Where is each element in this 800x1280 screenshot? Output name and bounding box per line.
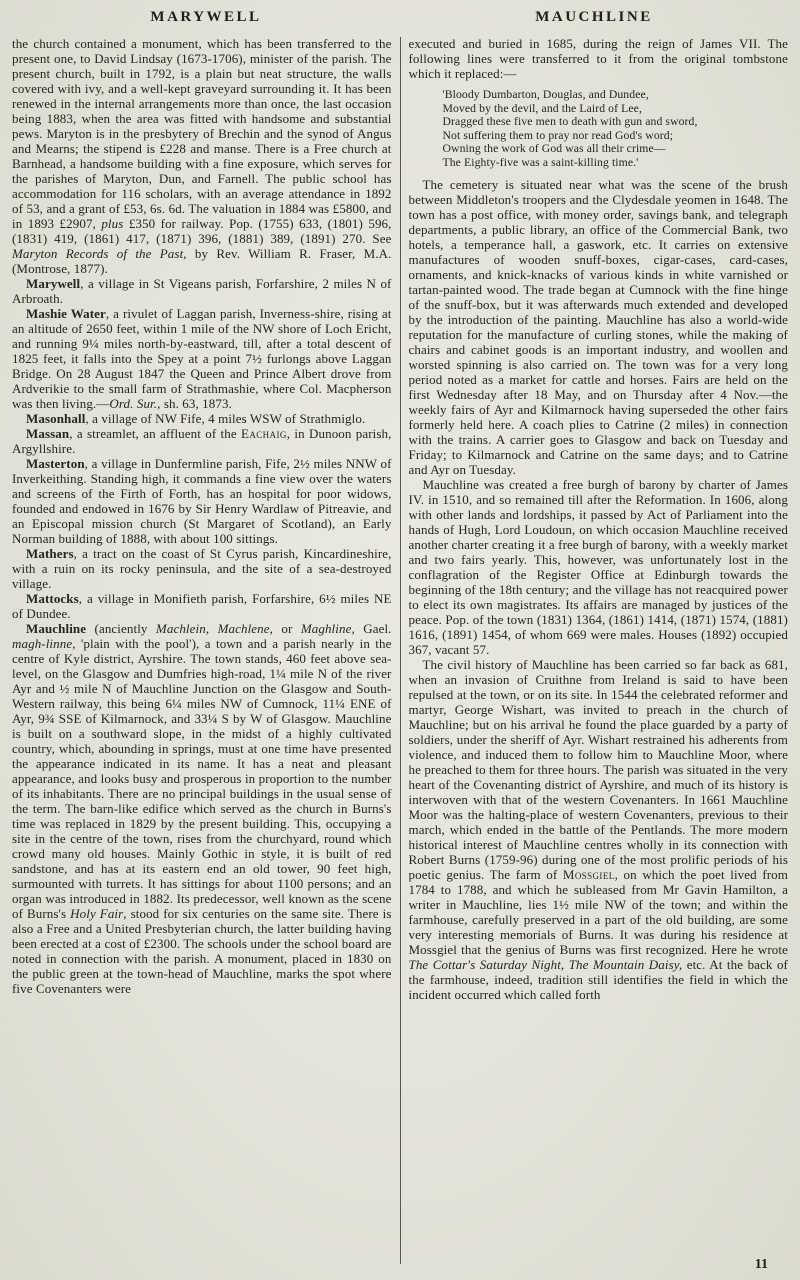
paragraph: [12, 456, 392, 546]
guide-word-right: MAUCHLINE: [535, 9, 653, 25]
text-run: The Cottar's Saturday Night, The Mountain Daisy,: [408, 956, 683, 972]
text-run: , a village in St Vigeans parish, Forfarshire, 2 miles N of Arbroath.: [12, 276, 392, 306]
paragraph: [409, 657, 789, 1002]
text-run: , a rivulet of Laggan parish, Inverness-shire, rising at an altitude of 2650 feet, within 1 mile of the NW shore of Loch Ericht, and running 9¼ miles north-by-eastward, till, after a total descent of 1825 feet, it falls into the Spey at a point 7½ furlongs above Laggan Bridge. On 28 August 1847 the Queen and Prince Albert drove from Ardverikie to the small farm of Strathmashie, where Col. Macpherson was then living.—: [12, 306, 392, 411]
page-body: [12, 36, 788, 1264]
running-head: [12, 9, 788, 31]
text-run: etc. At the back of the farmhouse, indeed, tradition still identifies the field in which the incident occurred which called forth: [408, 956, 788, 1002]
text-run: Maryton Records of the Past: [12, 246, 184, 261]
text-run: The cemetery is situated near what was the scene of the brush between Middleton's troopers and the Clydesdale yeomen in 1648. The town has a post office, with money order, savings bank, and telegraph departments, a public library, an office of the Commercial Bank, two hotels, a temperance hall, a gaswork, etc. It carries on extensive manufactures of wooden snuff-boxes, cigar-cases, card-cases, ornaments, and knick-knacks of various kinds in white varnished or tartan-painted wood. The trade began at Cumnock with the fine hinge of the snuff-box, but it was afterwards much extended and developed by the introduction of the painting. Mauchline has also a world-wide reputation for the manufacture of curling stones, while the making of chairs and cabinet goods is an important industry, and woollen and worsted spinning is also carried on. The town was for a very long period noted as a market for cattle and horses. Fairs are held on the first Wednesday after 18 May, and on Thursday after 4 Nov.—the weekly fairs of Ayr and Kilmarnock having superseded the other fairs formerly held here. A coach plies to Catrine (2 miles) in connection with the trains. A carrier goes to Glasgow and back on Tuesday and Friday; to Kilmarnock and Catrine on the same days; and to Catrine and Ayr on Tuesday.: [408, 176, 788, 477]
entry-name: Mashie Water: [26, 306, 106, 321]
text-run: magh-linne: [12, 636, 73, 651]
text-run: Holy Fair: [70, 906, 124, 921]
text-run: or: [272, 621, 301, 636]
text-run: , a village in Dunfermline parish, Fife, 2½ miles NNW of Inverkeithing. Standing high, it commands a fine view over the waters and screens of the Firth of Forth, has an hospital for poor widows, founded and endowed in 1676 by Sir Henry Wardlaw of Pitreavie, and an Episcopal mission church (St Margaret of Scotland), an Early Norman building of 1888, with about 100 sittings.: [12, 456, 392, 546]
text-run: plus: [101, 216, 124, 231]
text-run: , stood for six centuries on the same site. There is also a Free and a United Presbyterian church, the latter building having been erected at a cost of £2300. The schools under the school board are noted in connection with the parish. A monument, placed in 1830 on the public green at the town-head of Mauchline, marks the spot where five Covenanters were: [12, 906, 392, 996]
text-run: , by Rev. William R. Fraser, M.A. (Montrose, 1877).: [12, 246, 392, 276]
poem-line: Moved by the devil, and the Laird of Lee,: [442, 101, 642, 115]
cross-reference: Eachaig: [241, 426, 287, 441]
paragraph: [12, 306, 392, 411]
text-run: £350 for railway. Pop. (1755) 633, (1801) 596, (1831) 419, (1861) 417, (1871) 396, (1881) 389, (1891) 270. See: [12, 216, 392, 246]
poem-line: Not suffering them to pray nor read God's word;: [442, 128, 674, 142]
entry-name: Mauchline: [26, 621, 87, 636]
right-column: [409, 36, 789, 1264]
text-run: Ord. Sur.: [109, 396, 158, 411]
poem-block: [443, 88, 789, 170]
entry-name: Marywell: [26, 276, 81, 291]
text-run: (anciently: [86, 621, 156, 636]
poem-line: 'Bloody Dumbarton, Douglas, and Dundee,: [442, 88, 649, 101]
page-number: 11: [754, 1257, 768, 1272]
text-run: Maghline,: [300, 621, 355, 636]
text-run: , a village in Monifieth parish, Forfarshire, 6½ miles NE of Dundee.: [12, 591, 392, 621]
entry-name: Mathers: [26, 546, 74, 561]
poem-line: Owning the work of God was all their crime—: [442, 142, 666, 156]
poem-line: The Eighty-five was a saint-killing time.': [442, 155, 639, 169]
paragraph: [12, 546, 392, 591]
text-run: , sh. 63, 1873.: [157, 396, 232, 411]
guide-word-left: MARYWELL: [150, 9, 262, 25]
text-run: executed and buried in 1685, during the reign of James VII. The following lines were transferred to it from the original tombstone which it replaced:—: [408, 36, 788, 81]
paragraph: [409, 177, 789, 477]
paragraph: [12, 591, 392, 621]
entry-name: Mattocks: [26, 591, 79, 606]
entry-name: Massan: [26, 426, 70, 441]
paragraph: [12, 411, 392, 426]
left-column: [12, 36, 392, 1264]
paragraph: [12, 621, 392, 996]
text-run: Mauchline was created a free burgh of barony by charter of James IV. in 1510, and so remained till after the Reformation. In 1606, along with other lands and lordships, it passed by Act of Parliament into the hands of Hugh, Lord Loudoun, on which occasion Mauchline received another charter creating it a free burgh of barony, with a weekly market and two fairs yearly. This, however, was unfortunately lost in the conflagration of the Register Office at Edinburgh towards the beginning of the 18th century; and the village has not reacquired power to elect its own magistrates. Its affairs are managed by justices of the peace. Pop. of the town (1831) 1364, (1861) 1414, (1871) 1574, (1881) 1616, (1891) 1454, of whom 669 were males. Houses (1892) occupied 367, vacant 57.: [408, 476, 788, 657]
text-run: the church contained a monument, which has been transferred to the present one, to David Lindsay (1673-1706), minister of the parish. The present church, built in 1792, is a plain but neat structure, the walls covered with ivy, and a well-kept graveyard surrounding it. It has been renewed in the internal arrangements more than once, the last occasion being 1883, when the area was fitted with handsome and substantial pews. Maryton is in the presbytery of Brechin and the synod of Angus and Mearns; the stipend is £228 and manse. There is a Free church at Barnhead, a handsome building with a fine exposure, which serves for the parishes of Maryton, Dun, and Farnell. The public school has accommodation for 116 scholars, with an average attendance in 1892 of 53, and a grant of £53, 6s. 6d. The valuation in 1884 was £5800, and in 1893 £2907,: [12, 36, 392, 231]
text-run: The civil history of Mauchline has been carried so far back as 681, when an invasion of Cruithne from Ireland is said to have been repulsed at the town, or on its site. In 1544 the celebrated reformer and martyr, George Wishart, was invited to preach in the church of Mauchline; but on his arrival he found the place guarded by a party of soldiers, under the sheriff of Ayr. Wishart restrained his adherents from violence, and induced them to follow him to Mauchline Moor, where he preached to them for three hours. The parish was situated in the very heart of the Covenanting district of Ayrshire, and much of its history is interwoven with that of the western Covenanters. In 1661 Mauchline Moor was the halting-place of western Covenanters, previous to their march, which ended in the battle of the Pentlands. The more modern historical interest of Mauchline centres wholly in its connection with Robert Burns (1759-96) during one of the most prolific periods of his poetic genius. The farm of: [408, 656, 788, 882]
poem-line: Dragged these five men to death with gun and sword,: [442, 115, 698, 129]
paragraph: [12, 426, 392, 456]
text-run: Gael.: [354, 621, 392, 636]
text-run: , a streamlet, an affluent of the: [69, 426, 242, 441]
text-run: , 'plain with the pool'), a town and a parish nearly in the centre of Kyle district, Ayrshire. The town stands, 460 feet above sea-level, on the Glasgow and Dumfries high-road, 1¼ mile N of the river Ayr and ½ mile N of Mauchline Junction on the Glasgow and South-Western railway, this being 6¼ miles NW of Cumnock, 11¼ ENE of Ayr, 9¾ SSE of Kilmarnock, and 33¼ S by W of Glasgow. Mauchline is built on a southward slope, in the midst of a highly cultivated country, which, abounding in springs, must at one time have presented the appearance indicated in its name. It has a neat and pleasant appearance, and looks busy and prosperous in proportion to the number of its inhabitants. There are no principal buildings in the usual sense of the term. The barn-like edifice which served as the church in Burns's time was replaced in 1829 by the present building. This, occupying a site in the centre of the town, rises from the churchyard, round which crowd many old houses. Mainly Gothic in style, it is built of red sandstone, and has at its eastern end an old tower, 90 feet high, surmounted with turrets. It has sittings for about 1100 persons; and an organ was introduced in 1882. Its predecessor, well known as the scene of Burns's: [12, 636, 392, 921]
text-run: , in Dunoon parish, Argyllshire.: [12, 426, 392, 456]
paragraph: [409, 477, 789, 657]
paragraph: [12, 36, 392, 276]
paragraph: [12, 276, 392, 306]
column-divider: [400, 37, 401, 1264]
paragraph: [409, 36, 789, 81]
text-run: , a village of NW Fife, 4 miles WSW of Strathmiglo.: [85, 411, 366, 426]
text-run: , on which the poet lived from 1784 to 1788, and which he subleased from Mr Gavin Hamilton, a writer in Mauchline, lies 1½ mile NW of the town; and within the farmhouse, carefully preserved in a part of the old building, are some very interesting memorials of Burns. It was during his residence at Mossgiel that the genius of Burns was first recognized. Here he wrote: [408, 866, 788, 957]
text-run: , a tract on the coast of St Cyrus parish, Kincardineshire, with a ruin on its rocky peninsula, and the site of a sea-destroyed village.: [12, 546, 392, 591]
entry-name: Masterton: [26, 456, 85, 471]
cross-reference: Mossgiel: [562, 866, 615, 882]
text-run: Machlein, Machlene,: [155, 621, 273, 636]
entry-name: Masonhall: [26, 411, 86, 426]
